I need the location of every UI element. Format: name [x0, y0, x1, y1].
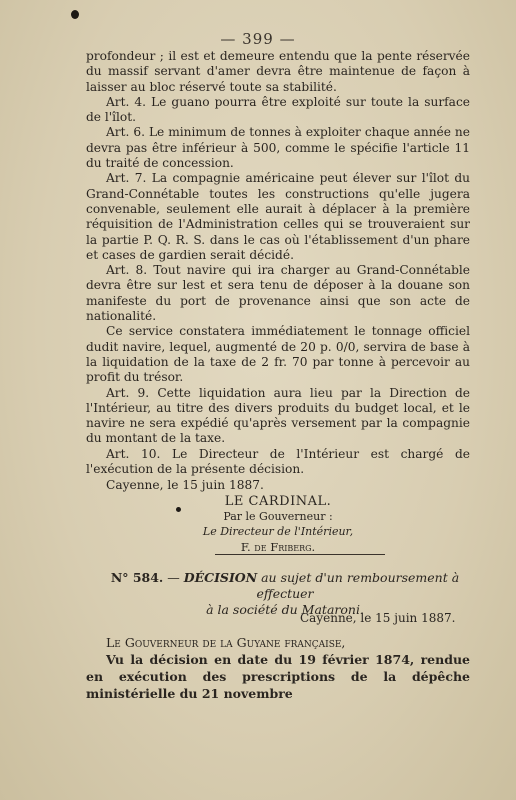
paragraph-art-7: Art. 7. La compagnie américaine peut élever sur l'îlot du Grand-Connétable toutes les constructions qu'elle jugera convenable, seulement elle aurait à déplacer à la première réquisition de l'Administration celles qui se trouveraient sur la partie P. Q. R. S. dans le cas où l'établissement d'un phare et cases de gardien serait décidé. [86, 171, 470, 262]
decision-subtitle: à la société du Mataroni. [206, 602, 364, 617]
paragraph-art-9: Art. 9. Cette liquidation aura lieu par la Direction de l'Intérieur, au titre des divers produits du budget local, et le navire ne sera expédié qu'après versement par la compagnie du montant de la taxe. [86, 385, 470, 446]
decision-date: Cayenne, le 15 juin 1887. [300, 611, 456, 625]
decision-body [86, 634, 470, 702]
paragraph-service: Ce service constatera immédiatement le tonnage officiel dudit navire, lequel, augmenté de 20 p. 0/0, servira de base à la liquidation de la taxe de 2 fr. 70 par tonne à percevoir au profit du trésor. [86, 324, 470, 385]
paragraph: profondeur ; il est et demeure entendu que la pente réservée du massif servant d'amer devra être maintenue de façon à laisser au bloc réservé toute sa stabilité. [86, 49, 470, 94]
paragraph-art-6: Art. 6. Le minimum de tonnes à exploiter chaque année ne devra pas être inférieur à 500, comme le spécifie l'article 11 du traité de concession. [86, 125, 470, 171]
signature-by: Par le Gouverneur : [223, 509, 333, 523]
ink-spot [71, 10, 79, 19]
signature-role: Le Directeur de l'Intérieur, [202, 525, 354, 539]
decision-title-bold: DÉCISION [183, 570, 258, 585]
paragraph-art-8: Art. 8. Tout navire qui ira charger au Grand-Connétable devra être sur lest et sera tenu de déposer à la douane son manifeste du port de provenance ainsi que son acte de nationalité. [86, 263, 470, 324]
section-divider [215, 554, 385, 555]
paragraph-art-10: Art. 10. Le Directeur de l'Intérieur est chargé de l'exécution de la présente décision. [86, 446, 470, 477]
dateline: Cayenne, le 15 juin 1887. [106, 478, 264, 493]
signature-name: LE CARDINAL. [224, 493, 332, 509]
decision-number: N° 584. [110, 570, 164, 585]
signature-signer: F. de Friberg. [240, 539, 316, 554]
main-text [86, 49, 470, 555]
page-number: — 399 — [220, 30, 296, 48]
decision-opening: Le Gouverneur de la Guyane française, [106, 635, 346, 650]
decision-dash: — [167, 570, 180, 585]
decision-vu: Vu la décision en date du 19 février 1874, rendue en exécution des prescriptions de la dépêche ministérielle du 21 novembre [86, 652, 470, 701]
decision-title: au sujet d'un remboursement à effectuer [256, 570, 460, 601]
paragraph-art-4: Art. 4. Le guano pourra être exploité sur toute la surface de l'îlot. [86, 94, 470, 125]
